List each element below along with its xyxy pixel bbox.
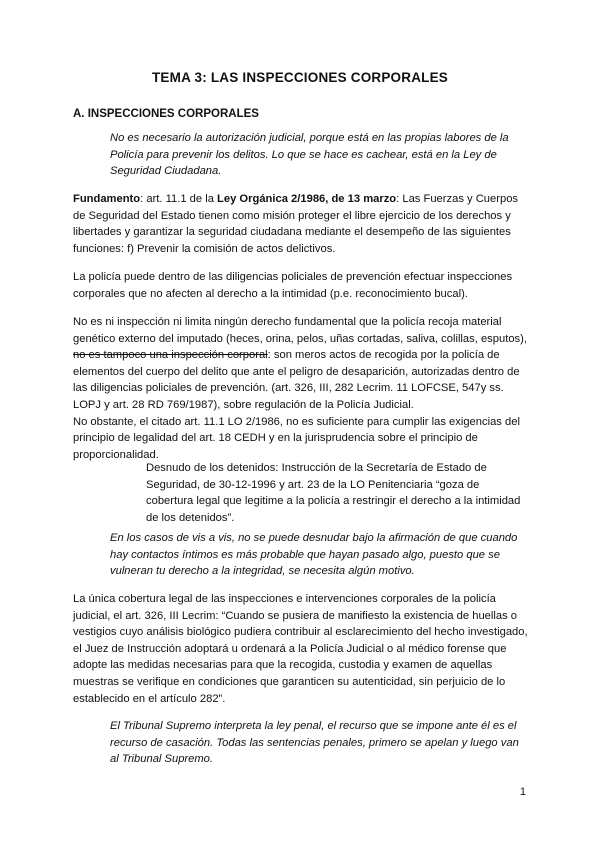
no-inspeccion-paragraph [73, 314, 531, 463]
no-inspeccion-text-c: No obstante, el citado art. 11.1 LO 2/1986, no es suficiente para cumplir las exigencias del principio de legalidad del art. 18 CEDH y en la jurisprudencia sobre el principio de proporcionalidad. [73, 415, 520, 461]
italic-note-1: No es necesario la autorización judicial, porque está en las propias labores de la Policía para prevenir los delitos. Lo que se hace es cachear, está en la Ley de Seguridad Ciudadana. [110, 132, 509, 178]
fundamento-law: Ley Orgánica 2/1986, de 13 marzo [217, 193, 397, 205]
desnudo-paragraph: Desnudo de los detenidos: Instrucción de la Secretaría de Estado de Seguridad, de 30-12-1996 y art. 23 de la LO Penitenciaria “goza de cobertura legal que legitime a la policía a restringir el derecho a la intimidad de los detenidos”. [146, 462, 521, 524]
fundamento-text-b: : Las Fuerzas y Cuerpos de Seguridad del Estado tienen como misión proteger el libre ejercicio de los derechos y libertades y garantizar la seguridad ciudadana mediante el desempeño de las siguientes funciones: f) Prevenir la comisión de actos delictivos. [73, 193, 519, 255]
section-heading: A. INSPECCIONES CORPORALES [73, 108, 259, 120]
italic-note-3: El Tribunal Supremo interpreta la ley penal, el recurso que se impone ante él es el recurso de casación. Todas las sentencias penales, primero se apelan y luego van al Tribunal Supremo. [110, 720, 519, 766]
page-number: 1 [519, 786, 526, 798]
page-title: TEMA 3: LAS INSPECCIONES CORPORALES [151, 70, 449, 85]
fundamento-text-a: : art. 11.1 de la [140, 193, 218, 205]
struck-text: no es tampoco una inspección corporal [73, 349, 268, 362]
no-inspeccion-text-a: No es ni inspección ni limita ningún derecho fundamental que la policía recoja material genético externo del imputado (heces, orina, pelos, uñas cortadas, saliva, colillas, esputos), [73, 316, 527, 345]
italic-note-2: En los casos de vis a vis, no se puede desnudar bajo la afirmación de que cuando hay contactos íntimos es más probable que hayan pasado algo, puesto que se vulneran tu derecho a la integridad, se necesita algún motivo. [110, 532, 518, 578]
fundamento-paragraph [73, 191, 531, 257]
no-inspeccion-text-b: : son meros actos de recogida por la policía de elementos del cuerpo del delito que ante el peligro de desaparición, autorizadas dentro de las diligencias policiales de prevención. (art. 326, III, 282 Lecrim. 11 LOFCSE, 547y ss. LOPJ y art. 28 RD 769/1987), sobre regulación de la Policía Judicial. [73, 349, 520, 411]
policia-paragraph: La policía puede dentro de las diligencias policiales de prevención efectuar inspecciones corporales que no afecten al derecho a la intimidad (p.e. reconocimiento bucal). [73, 271, 513, 300]
fundamento-label: Fundamento [73, 193, 141, 205]
cobertura-paragraph: La única cobertura legal de las inspecciones e intervenciones corporales de la policía judicial, el art. 326, III Lecrim: “Cuando se pusiera de manifiesto la existencia de huellas o vestigios cuyo análisis biológico pudiera contribuir al esclarecimiento del hecho investigado, el Juez de Instrucción adoptará u ordenará a la Policía Judicial o al médico forense que adopte las medidas necesarias para que la recogida, custodia y examen de aquellas muestras se verifique en condiciones que garanticen su autenticidad, sin perjuicio de lo establecido en el artículo 282”. [73, 593, 528, 705]
